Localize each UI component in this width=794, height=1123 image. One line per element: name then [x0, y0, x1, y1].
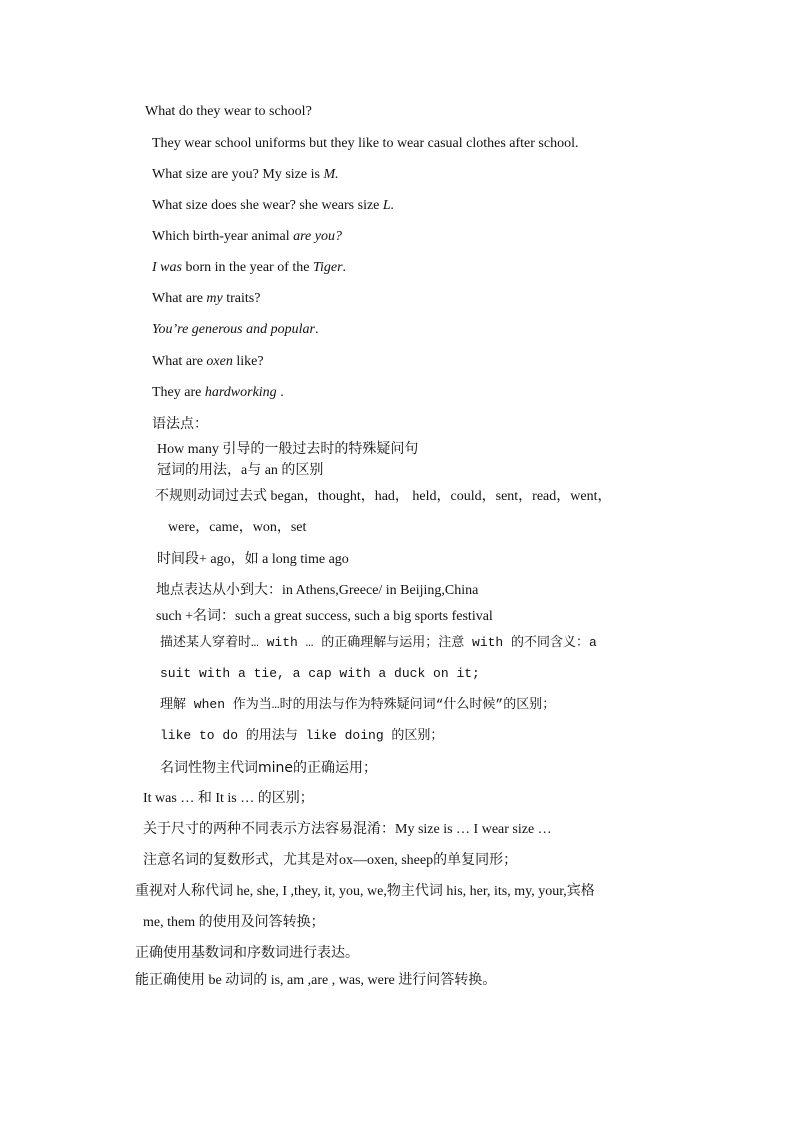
dialog-line-5: [152, 228, 342, 246]
grammar-heading: 语法点：: [152, 416, 208, 432]
dialog-line-6-part-c: Tiger: [312, 260, 343, 275]
dialog-line-9: [152, 353, 264, 371]
grammar-line-19: 能正确使用 be 动词的 is, am ,are , was, were 进行问答转换。: [135, 973, 497, 988]
grammar-line-17: me, them 的使用及问答转换；: [143, 915, 325, 930]
dialog-line-1-text: What do they wear to school?: [145, 104, 312, 119]
grammar-line-13: It was … 和 It is … 的区别；: [143, 791, 314, 806]
grammar-line-10: 理解 when 作为当…时的用法与作为特殊疑问词“什么时候”的区别；: [160, 697, 556, 712]
dialog-line-9-part-a: What are: [152, 354, 207, 369]
grammar-line-16: 重视对人称代词 he, she, I ,they, it, you, we,物主代词 his, her, its, my, your,宾格: [135, 884, 595, 899]
grammar-line-8: 描述某人穿着时… with … 的正确理解与运用；注意 with 的不同含义：a: [160, 635, 597, 650]
dialog-line-7-part-b: my: [206, 291, 223, 306]
grammar-line-11: like to do 的用法与 like doing 的区别；: [160, 728, 444, 743]
dialog-line-7: [152, 290, 260, 308]
grammar-line-12: 名词性物主代词mine的正确运用；: [160, 760, 378, 776]
dialog-line-6: [152, 259, 346, 277]
dialog-line-4-answer: L.: [382, 198, 395, 213]
dialog-line-8: [152, 321, 318, 339]
grammar-line-15: 注意名词的复数形式，尤其是对ox—oxen, sheep的单复同形；: [143, 853, 518, 868]
dialog-line-8-part-b: .: [314, 322, 319, 337]
dialog-line-7-part-a: What are: [152, 291, 207, 306]
grammar-line-3: 不规则动词过去式 began，thought，had， held，could，sent，read，went，: [155, 489, 612, 504]
dialog-line-10-part-b: hardworking: [204, 385, 277, 400]
dialog-line-10-part-a: They are: [152, 385, 205, 400]
dialog-line-6-part-d: .: [342, 260, 347, 275]
grammar-line-4: were，came，won，set: [168, 520, 307, 535]
dialog-line-9-part-c: like?: [232, 354, 264, 369]
dialog-line-5-answer: are you?: [293, 229, 342, 244]
dialog-line-4-text: What size does she wear? she wears size: [152, 198, 383, 213]
dialog-line-10: [152, 384, 284, 402]
dialog-line-6-part-a: I was: [152, 260, 182, 275]
dialog-line-2: [152, 135, 578, 153]
dialog-line-5-text: Which birth-year animal: [152, 229, 294, 244]
dialog-line-3: [152, 166, 339, 184]
grammar-line-1: How many 引导的一般过去时的特殊疑问句: [157, 442, 419, 457]
dialog-line-6-part-b: born in the year of the: [181, 260, 313, 275]
grammar-line-5: 时间段+ ago，如 a long time ago: [157, 552, 349, 567]
dialog-line-1: [145, 103, 312, 121]
dialog-line-10-part-c: .: [276, 385, 284, 400]
dialog-line-9-part-b: oxen: [206, 354, 233, 369]
grammar-line-9: suit with a tie, a cap with a duck on it;: [160, 666, 480, 681]
grammar-line-7: such +名词：such a great success, such a big sports festival: [156, 609, 493, 624]
dialog-line-8-part-a: You’re generous and popular: [152, 322, 315, 337]
dialog-line-7-part-c: traits?: [222, 291, 261, 306]
grammar-line-14: 关于尺寸的两种不同表示方法容易混淆：My size is … I wear size …: [143, 822, 552, 837]
dialog-line-3-answer: M.: [323, 167, 339, 182]
dialog-line-2-text: They wear school uniforms but they like to wear casual clothes after school.: [152, 136, 579, 151]
grammar-line-6: 地点表达从小到大：in Athens,Greece/ in Beijing,China: [156, 583, 479, 598]
dialog-line-4: [152, 197, 394, 215]
dialog-line-3-text: What size are you? My size is: [152, 167, 324, 182]
grammar-line-18: 正确使用基数词和序数词进行表达。: [135, 946, 359, 961]
grammar-line-2: 冠词的用法，a与 an 的区别: [157, 463, 324, 478]
